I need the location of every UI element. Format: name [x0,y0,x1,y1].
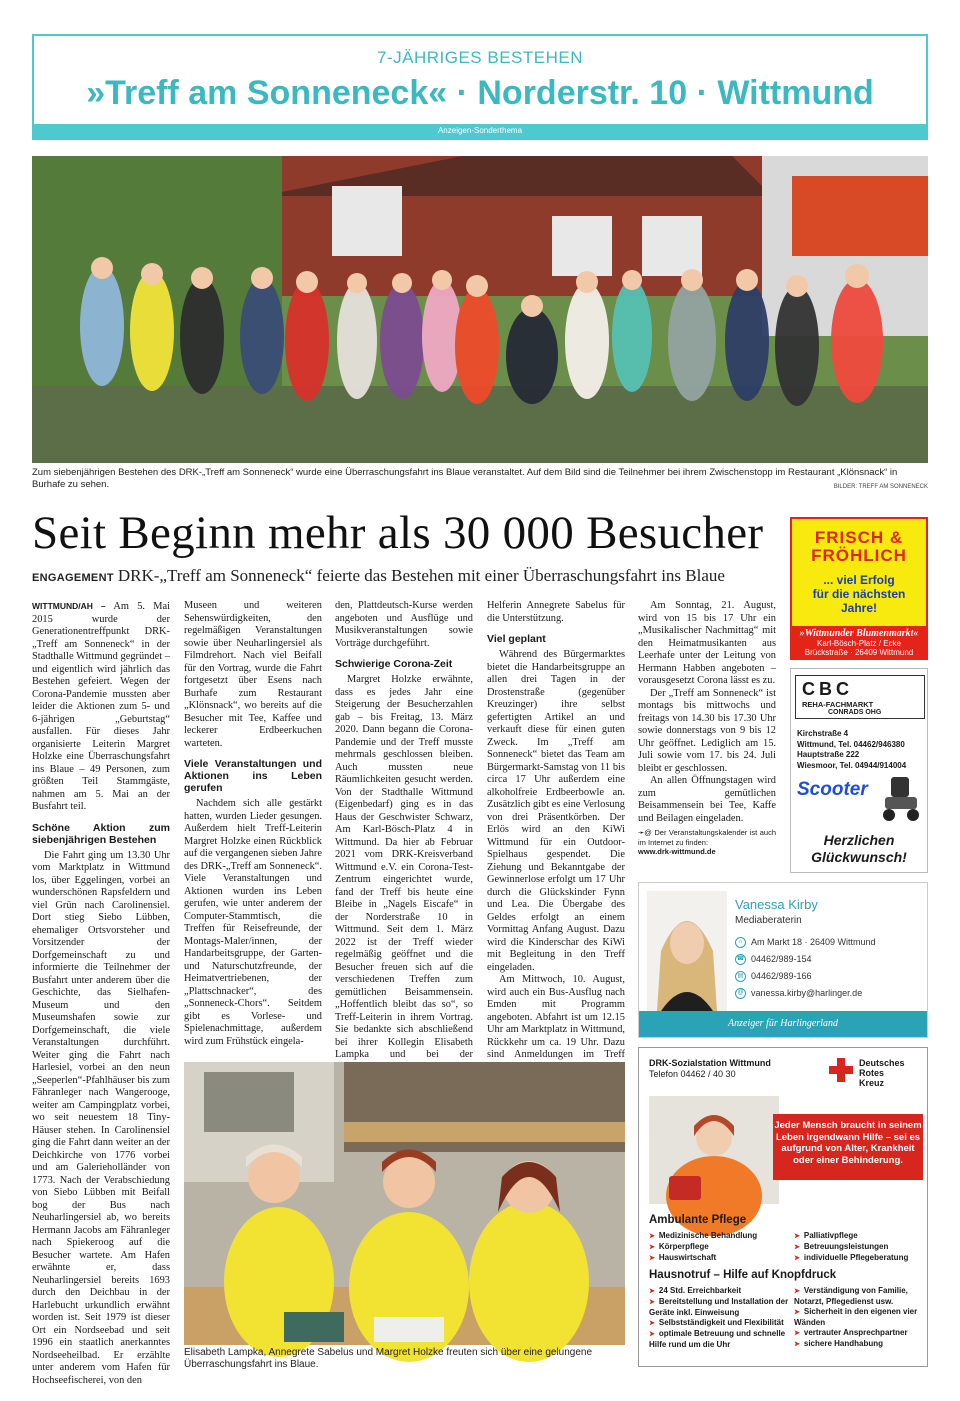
paragraph: Am Sonntag, 21. August, wird von 15 bis 17 Uhr ein „Musikalischer Nachmittag“ mit den Heimatmusikanten aus Leerhafe unter der Leitung von Hermann Habben angeboten – vorausgesetzt Corona lässt es zu. [638,600,776,686]
contact-fax [735,971,812,982]
shop-address: Karl-Bösch-Platz / Ecke [816,639,902,648]
paragraph: Am Mittwoch, 10. August, wird auch ein Bus-Ausflug nach Emden mit Programm angeboten. Abfahrt ist um 12.15 Uhr am Marktplatz in Wittmund, Rückkehr um ca. 19 Uhr. Dazu sind Anmeldungen im Treff [487,974,625,1060]
ad-drk-sozialstation [638,1047,928,1367]
subheading: Schwierige Corona-Zeit [335,658,453,670]
shop-address: Brückstraße · 26409 Wittmund [804,648,914,657]
article-column-4 [487,600,625,1060]
scooter-label: Scooter [797,779,868,800]
service-item: ➤ optimale Betreuung und schnelle Hilfe rund um die Uhr [649,1329,789,1350]
header-title: »Treff am Sonneneck« · Norderstr. 10 · Wittmund [86,74,874,112]
section-heading: Ambulante Pflege [649,1214,747,1226]
drk-logo-text [859,1058,905,1088]
fax-icon: ▤ [735,971,746,982]
mail-icon: @ [735,988,746,999]
ad-media-contact [638,882,928,1038]
service-item: ➤ Körperpflege [649,1242,709,1253]
paragraph: Während des Bürgermarktes bietet die Handarbeitsgruppe an allen drei Tagen in der Drostenstraße (gegenüber Kreuzinger) ihre selbst gefertigten Artikel an und verkauft diese für einen guten Zweck. Im „Treff am Sonneneck“ bietet das Team am Bürgermarkt-Samstag von 11 bis circa 17 Uhr außerdem eine alkoholfreie Erdbeerbowle an. Zusätzlich gibt es eine Verlosung von drei Präsentkörben. Der Erlös wird an den KiWi Wittmund für ein Outdoor-Spielhaus gespendet. Die Ziehung und Bekanntgabe der Gewinnerlose erfolgt um 17 Uhr durch die Glückskinder Fynn und Lea. Die Übergabe des Geldes erfolgt an einem Vormittag Anfang August. Dazu wird die Kinderschar des KiWi mit Begleitung in den Treff eingeladen. [487,649,625,973]
contact-email[interactable] [735,988,862,999]
cbc-logo [795,675,925,719]
team-photo [184,1062,625,1345]
ad-blumenmarkt [790,517,928,660]
paragraph: Die Fahrt ging um 13.30 Uhr vom Marktplatz in Wittmund los, über Eggelingen, vorbei an wunderschönen Rapsfeldern und viel Grün nach Carolinensiel. Dort stieg Siebo Lübben, ehemaliger Ortsvorsteher und Vorsitzender der Dorfgemeinschaft zu und informierte die Teilnehmer der Busfahrt unter anderem über die Geschichte, das Sielhafen-Museum und den Museumshafen sowie zur Dorfgemeinschaft, die viele Veranstaltungen durchführt. Weiter ging die Fahrt nach Harlesiel, vorbei an den neun „Seeperlen“-Pfahlhäuser bis zum Fähranleger nach Wangerooge, weiter am Campingplatz vorbei, wo seit neuestem 18 Tiny-Häuser stehen. In Carolinensiel ging die Fahrt dann weiter an der Deichkirche von 1776 vorbei und am Galerieholländer von 1773. Nach der Verabschiedung von Siebo Lübben mit Beifall bog der Bus nach Neuharlingersiel ab, wo bereits Hermann Jacobs am Fähranleger nach Spiekeroog auf die Besucher wartete. Am Hafen erwähnte er, dass Neuharlingersiel bereits 1693 durch den Deichbau in der Harlebucht urkundlich erwähnt worden ist. Seit 1979 ist dieser Ort ein Nordseebad und seit 1996 ein staatlich anerkanntes Nordseeheilbad. Er erzählte unter anderem vom Hafen für Hochseefischerei, von den [32,849,170,1386]
service-item: ➤ Bereitstellung und Installation der Geräte inkl. Einweisung [649,1297,789,1318]
header-bar: Anzeigen-Sonderthema [34,124,926,138]
contact-role: Mediaberaterin [735,915,802,926]
article-column-2 [184,600,322,1052]
ad-text: für die nächsten [812,587,906,601]
ad-text: ... viel Erfolg [823,573,895,587]
cbc-logo-company: CONRADS OHG [828,709,882,716]
drk-logo-line: Kreuz [859,1078,885,1088]
contact-address-text: Am Markt 18 · 26409 Wittmund [751,937,876,947]
page-header [32,34,928,140]
service-item: ➤ individuelle Pflegeberatung [794,1253,908,1264]
scooter-icon [877,773,923,825]
location-icon: ⌂ [735,937,746,948]
paragraph: Der „Treff am Sonneneck“ ist montags bis mittwochs und freitags von 14.30 bis 17.30 Uhr sowie donnerstags von 9 bis 12 Uhr geöffnet. Lediglich am 15. Juli sowie vom 17. bis 24. Juli bleibt er geschlossen. [638,687,776,774]
drk-logo-line: Deutsches [859,1058,905,1068]
address-line: Wiesmoor, Tel. 04944/914004 [797,760,907,770]
ad-footer [792,626,926,658]
article-subline [32,566,725,586]
avatar [647,891,727,1011]
service-item: ➤ Selbstständigkeit und Flexibilität [649,1318,789,1329]
paragraph: Museen und weiteren Sehenswürdigkeiten, den regelmäßigen Veranstaltungen sowie über Neuharlingersiel als Filmdrehort. Nach viel Beifall für den Vortrag, wurde die Fahrt fortgesetzt über Esens nach Burhafe zum Restaurant „Klönsnack“, wo bereits auf die Besucher mit Tee, Kaffee und leckerer Erdbeerkuchen warteten. [184,600,322,749]
newspaper-name: Anzeiger für Harlingerland [639,1011,927,1037]
drk-title: DRK-Sozialstation Wittmund [649,1058,771,1068]
service-item: ➤ Sicherheit in den eigenen vier Wänden [794,1307,924,1328]
section-heading: Hausnotruf – Hilfe auf Knopfdruck [649,1269,837,1281]
paragraph: den, Plattdeutsch-Kurse werden angeboten und Ausflüge und Musikveranstaltungen sowie Vorträge durchgeführt. [335,600,473,649]
congrats-line: Glückwunsch! [811,849,907,865]
group-photo-illustration [32,156,928,463]
paragraph: Margret Holzke erwähnte, dass es jedes Jahr eine Steigerung der Besucherzahlen gab – bis Freitag, 13. März 2020. Dann begann die Corona-Pandemie und der Treff musste mehrmals geschlossen bleiben. Auch mussten neue Räumlichkeiten gesucht werden. Von der Stadthalle Wittmund (Eigenbedarf) ging es in das Haus der Geschwister Schwarz, Am Karl-Bösch-Platz 4 in Wittmund. Da hier ab Februar 2021 vom DRK-Kreisverband Wittmund e.V. ein Corona-Test-Zentrum eingerichtet wurde, fand der Treff bis heute eine Bleibe in „Nagels Eiscafe“ in der Norderstraße 10 in Wittmund. Seit dem 1. März 2022 ist der Treff wieder regelmäßig geöffnet und die Besucher freuen sich auf die verschiedenen Treffen zum gemütlichen Beisammensein. „Hoffentlich bleibt das so“, so Treff-Leiterin in ihrem Vortrag. Sie bedankte sich abschließend bei ihrer Kollegin Elisabeth Lampka und bei der [335,674,473,1060]
paragraph: Nachdem sich alle gestärkt hatten, wurden Lieder gesungen. Außerdem hielt Treff-Leiterin Margret Holzke einen Rückblick auf die vergangenen sieben Jahre des DRK-„Treff am Sonneneck“. Viele Veranstaltungen und Aktionen wurden ins Leben gerufen, wie unter anderem der Computer-Stammtisch, die Treffen für Reisefreunde, der Montags-Maler/innen, der Handarbeitsgruppe, der Garten- und Naturschutzfreunde, der Heimatvertriebenen, der „Plattschnacker“, des „Sonneneck-Chors“. Seitdem gibt es Vorlese- und Spielenachmittage, außerdem wird zum Frühstück eingela- [184,798,322,1047]
web-note [638,828,776,857]
service-item: ➤ sichere Handhabung [794,1339,924,1350]
dateline: WITTMUND/AH – [32,601,106,611]
congrats-line: Herzlichen [823,832,895,848]
contact-address [735,937,876,948]
drk-phone: Telefon 04462 / 40 30 [649,1069,736,1079]
contact-email-text[interactable]: vanessa.kirby@harlinger.de [751,988,863,998]
drk-logo-line: Rotes [859,1068,885,1078]
paragraph [32,600,170,814]
photo-credit: BILDER: TREFF AM SONNENECK [833,484,928,490]
address-line: Kirchstraße 4 [797,729,849,738]
cbc-logo-text: CBC [802,679,853,699]
service-item: ➤ Verständigung von Familie, Notarzt, Pflegedienst usw. [794,1286,924,1307]
shop-name: »Wittmunder Blumenmarkt« [799,628,919,639]
red-cross-icon [829,1058,853,1082]
article-subline-text: DRK-„Treff am Sonneneck“ feierte das Bestehen mit einer Überraschungsfahrt ins Blaue [117,566,725,585]
article-column-5 [638,600,776,875]
article-tag: ENGAGEMENT [32,572,114,584]
group-photo-caption: Zum siebenjährigen Bestehen des DRK-„Treff am Sonneneck“ wurde eine Überraschungsfahrt ins Blaue veranstaltet. Auf dem Bild sind die Teilnehmer bei ihrem Zwischenstopp im Restaurant „Klönsnack“ in Burhafe zu sehen. [32,467,898,490]
web-link[interactable]: www.drk-wittmund.de [638,847,716,856]
paragraph: An allen Öffnungstagen wird zum gemütlichen Beisammensein bei Tee, Kaffe und Beilagen eingeladen. [638,775,776,824]
article-headline: Seit Beginn mehr als 30 000 Besucher [32,507,764,559]
ad-text: Jahre! [840,601,878,615]
subheading: Viele Veranstaltungen und Aktionen ins Leben gerufen [184,758,322,794]
contact-fax-text: 04462/989-166 [751,971,812,981]
service-item: ➤ Palliativpflege [794,1231,858,1242]
congrats-text [791,832,927,866]
contact-name: Vanessa Kirby [735,897,818,912]
service-item: ➤ 24 Std. Erreichbarkeit [649,1286,789,1297]
team-photo-caption: Elisabeth Lampka, Annegrete Sabelus und Margret Holzke freuten sich über eine gelungene Überraschungsfahrt ins Blaue. [184,1347,593,1370]
service-item: ➤ Betreuungsleistungen [794,1242,888,1253]
subheading: Viel geplant [487,633,546,645]
address-line: Wittmund, Tel. 04462/946380 [797,739,905,749]
header-kicker: 7-JÄHRIGES BESTEHEN [377,48,583,67]
ad-cbc-reha [790,668,928,873]
subheading: Schöne Aktion zum siebenjährigen Bestehen [32,821,170,846]
service-item: ➤ Medizinische Behandlung [649,1231,757,1242]
team-photo-illustration [184,1062,625,1345]
ad-headline: FRÖHLICH [811,546,907,565]
phone-icon: ☎ [735,954,746,965]
contact-phone-text: 04462/989-154 [751,954,812,964]
paragraph: Helferin Annegrete Sabelus für die Unterstützung. [487,600,625,624]
contact-phone [735,954,812,965]
paragraph-text: Am 5. Mai 2015 wurde der Generationentreffpunkt DRK-„Treff am Sonneneck“ in der Stadthalle Wittmund gegründet – und eigentlich wird jährlich das Bestehen gefeiert. Wegen der Corona-Pandemie mussten aber leider die Aktionen zum 5- und 6-jährigen „Geburtstag“ ausfallen. Für dieses Jahr organisierte Leiterin Margret Holzke eine Überraschungsfahrt ins Blaue – 49 Personen, zum größten Teil Stammgäste, nahmen am 5. Mai an der Busfahrt teil. [32,601,170,812]
service-item: ➤ vertrauter Ansprechpartner [794,1328,924,1339]
paramedic-photo [649,1096,779,1204]
service-item: ➤ Hauswirtschaft [649,1253,716,1264]
ad-headline: FRISCH & [814,528,904,547]
cbc-addresses [797,729,906,771]
article-column-3 [335,600,473,1060]
group-photo [32,156,928,463]
drk-slogan: Jeder Mensch braucht in seinem Leben irgendwann Hilfe – sei es aufgrund von Alter, Krankheit oder einer Behinderung. [773,1114,923,1180]
article-column-1 [32,600,170,1386]
address-line: Hauptstraße 222 [797,750,860,759]
cbc-logo-subtitle: REHA-FACHMARKT [802,700,874,709]
web-note-text: ➛@ Der Veranstaltungskalender ist auch im Internet zu finden: [638,828,776,847]
